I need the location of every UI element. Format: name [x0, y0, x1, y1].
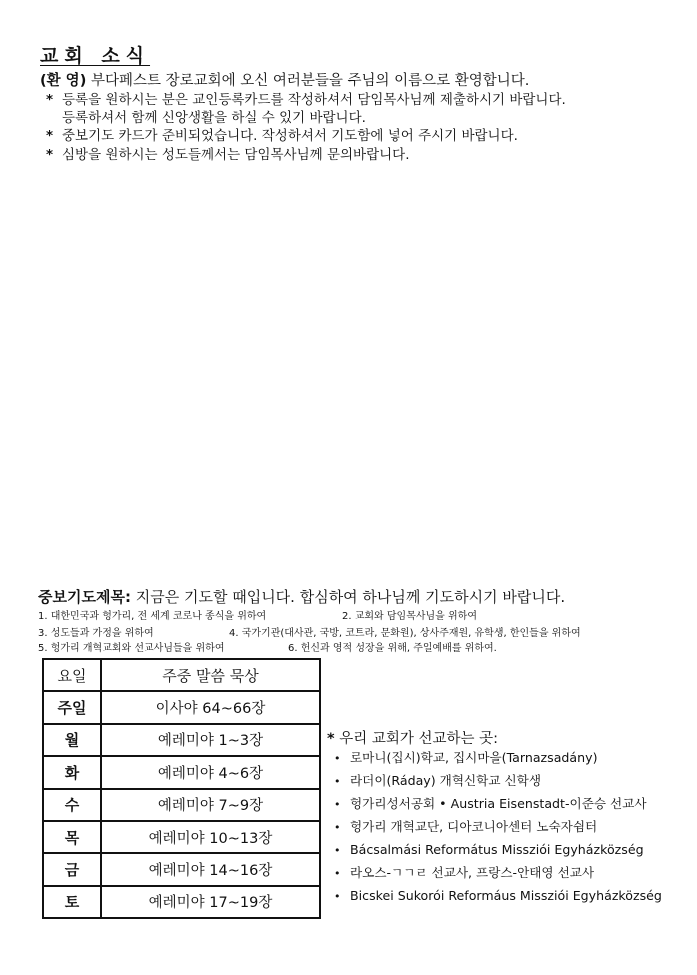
table-header-row: [43, 659, 320, 691]
prayer-item: 3. 성도들과 가정을 위하여: [38, 628, 154, 639]
bullet-icon: •: [334, 890, 341, 903]
list-item: [334, 748, 662, 771]
note-registration: [46, 88, 566, 108]
mission-item-text: 헝가리성서공회 • Austria Eisenstadt-이준승 선교사: [350, 796, 647, 811]
prayer-row: [38, 639, 497, 654]
bullet-icon: •: [334, 821, 341, 834]
welcome-label: (환 영): [40, 73, 87, 89]
note-registration-cont: 등록하셔서 함께 신앙생활을 하실 수 있기 바랍니다.: [62, 110, 366, 126]
prayer-row: [38, 607, 477, 622]
day-cell: 월: [43, 724, 101, 756]
table-row: [43, 756, 320, 788]
day-cell: 수: [43, 789, 101, 821]
note-text: 등록을 원하시는 분은 교인등록카드를 작성하셔서 담임목사님께 제출하시기 바랍니다.: [62, 92, 566, 108]
reading-cell: 예레미야 1~3장: [101, 724, 320, 756]
mission-item-text: Bácsalmási Református Missziói Egyházközség: [350, 842, 644, 857]
note-visitation: [46, 143, 409, 163]
asterisk-icon: *: [46, 92, 54, 108]
mission-item-text: 라오스-ㄱㄱㄹ 선교사, 프랑스-안태영 선교사: [350, 865, 595, 880]
day-cell: 토: [43, 886, 101, 918]
day-cell: 금: [43, 853, 101, 885]
prayer-title-text: 지금은 기도할 때입니다. 합심하여 하나님께 기도하시기 바랍니다.: [135, 588, 566, 606]
bullet-icon: •: [334, 844, 341, 857]
reading-cell: 예레미야 10~13장: [101, 821, 320, 853]
reading-cell: 예레미야 14~16장: [101, 853, 320, 885]
asterisk-icon: *: [327, 731, 335, 747]
mission-item-text: 헝가리 개혁교단, 디아코니아센터 노숙자쉼터: [350, 819, 598, 834]
bullet-icon: •: [334, 752, 341, 765]
prayer-item: 4. 국가기관(대사관, 국방, 코트라, 문화원), 상사주재원, 유학생, 한인들을 위하여: [229, 628, 581, 639]
header-reading: 주중 말씀 묵상: [101, 659, 320, 691]
prayer-item: 2. 교회와 담임목사님을 위하여: [342, 611, 477, 622]
list-item: [334, 794, 662, 817]
reading-cell: 이사야 64~66장: [101, 691, 320, 723]
prayer-row: [38, 624, 581, 639]
bullet-icon: •: [334, 867, 341, 880]
table-row: [43, 789, 320, 821]
mission-item-text: Bicskei Sukorói Reformáus Missziói Egyházközség: [350, 888, 662, 903]
welcome-line: [40, 69, 529, 90]
mission-heading: [327, 727, 498, 748]
table-row: [43, 691, 320, 723]
note-text: 중보기도 카드가 준비되었습니다. 작성하셔서 기도함에 넣어 주시기 바랍니다.: [62, 128, 518, 144]
table-row: [43, 853, 320, 885]
bullet-icon: •: [334, 775, 341, 788]
list-item: [334, 886, 662, 909]
bullet-icon: •: [334, 798, 341, 811]
table-row: [43, 724, 320, 756]
day-cell: 화: [43, 756, 101, 788]
list-item: [334, 863, 662, 886]
mission-item-text: 로마니(집시)학교, 집시마을(Tarnazsadány): [350, 750, 598, 765]
note-prayer-card: [46, 124, 518, 144]
prayer-item: 6. 헌신과 영적 성장을 위해, 주일예배를 위하여.: [288, 643, 497, 654]
table-row: [43, 886, 320, 918]
reading-cell: 예레미야 7~9장: [101, 789, 320, 821]
reading-cell: 예레미야 17~19장: [101, 886, 320, 918]
reading-cell: 예레미야 4~6장: [101, 756, 320, 788]
list-item: [334, 817, 662, 840]
list-item: [334, 771, 662, 794]
welcome-text: 부다페스트 장로교회에 오신 여러분들을 주님의 이름으로 환영합니다.: [90, 73, 530, 89]
table-row: [43, 821, 320, 853]
prayer-title-label: 중보기도제목:: [38, 588, 131, 606]
weekly-reading-table: [42, 658, 321, 919]
note-text: 심방을 원하시는 성도들께서는 담임목사님께 문의바랍니다.: [62, 147, 410, 163]
mission-heading-text: 우리 교회가 선교하는 곳:: [339, 731, 498, 747]
day-cell: 목: [43, 821, 101, 853]
asterisk-icon: *: [46, 128, 54, 144]
header-day: 요일: [43, 659, 101, 691]
church-news-title: 교회 소식: [40, 45, 151, 67]
prayer-title: [38, 586, 565, 607]
prayer-item: 5. 헝가리 개혁교회와 선교사님들을 위하여: [38, 643, 225, 654]
prayer-item: 1. 대한민국과 헝가리, 전 세계 코로나 종식을 위하여: [38, 611, 267, 622]
asterisk-icon: *: [46, 147, 54, 163]
mission-item-text: 라더이(Ráday) 개혁신학교 신학생: [350, 773, 542, 788]
day-cell: 주일: [43, 691, 101, 723]
mission-list: [334, 748, 662, 909]
list-item: [334, 840, 662, 863]
